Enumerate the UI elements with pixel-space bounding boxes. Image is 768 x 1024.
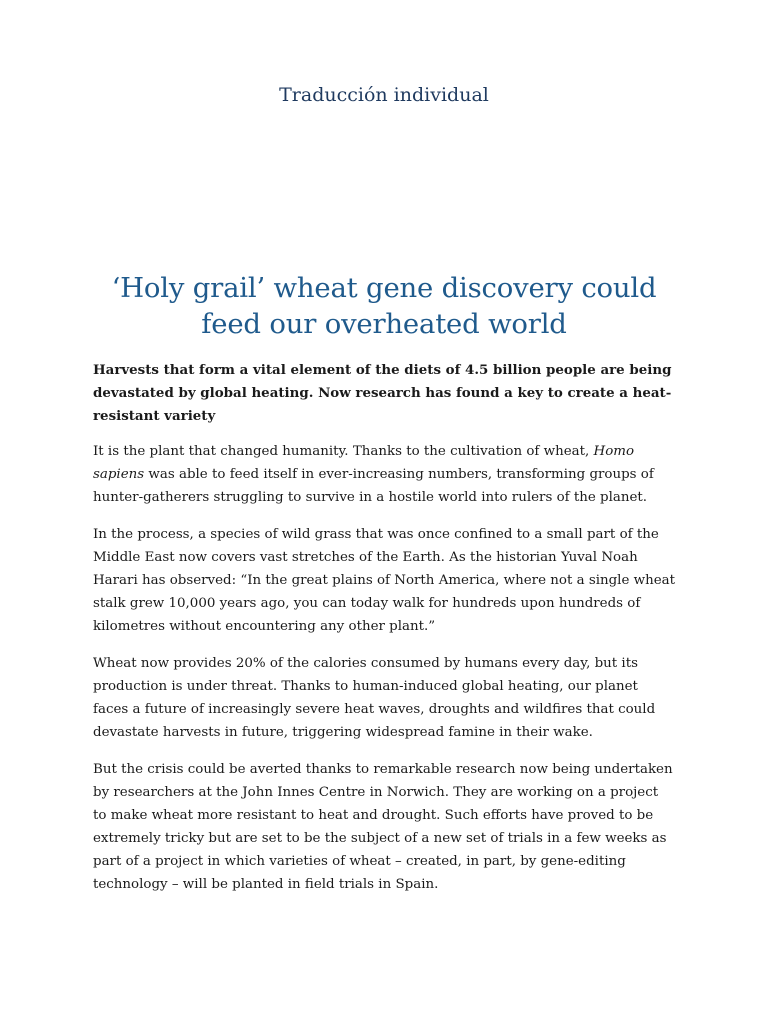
article-paragraph-1: [93, 440, 675, 509]
article-paragraph-3: Wheat now provides 20% of the calories consumed by humans every day, but its production is under threat. Thanks to human-induced global heating, our planet faces a future of increasingly severe heat waves, droughts and wildfires that could devastate harvests in future, triggering widespread famine in their wake.: [93, 656, 656, 740]
article-standfirst: Harvests that form a vital element of the diets of 4.5 billion people are being devastated by global heating. Now research has found a key to create a heat-resistant variety: [93, 362, 672, 424]
document-label: Traducción individual: [279, 84, 489, 106]
article-body: [93, 359, 675, 910]
article-paragraph-4: But the crisis could be averted thanks to remarkable research now being undertaken by researchers at the John Innes Centre in Norwich. They are working on a project to make wheat more resistant to heat and drought. Such efforts have proved to be extremely tricky but are set to be the subject of a new set of trials in a few weeks as part of a project in which varieties of wheat – created, in part, by gene-editing technology – will be planted in field trials in Spain.: [93, 762, 673, 892]
article-headline: ‘Holy grail’ wheat gene discovery could feed our overheated world: [111, 272, 657, 340]
paragraph-1-emphasis: Homo sapiens: [93, 444, 635, 482]
paragraph-1-text-end: was able to feed itself in ever-increasing numbers, transforming groups of hunter-gatherers struggling to survive in a hostile world into rulers of the planet.: [93, 467, 654, 505]
paragraph-1-text-start: It is the plant that changed humanity. Thanks to the cultivation of wheat,: [93, 444, 594, 459]
article-paragraph-2: In the process, a species of wild grass that was once confined to a small part of the Middle East now covers vast stretches of the Earth. As the historian Yuval Noah Harari has observed: “In the great plains of North America, where not a single wheat stalk grew 10,000 years ago, you can today walk for hundreds upon hundreds of kilometres without encountering any other plant.”: [93, 527, 676, 634]
